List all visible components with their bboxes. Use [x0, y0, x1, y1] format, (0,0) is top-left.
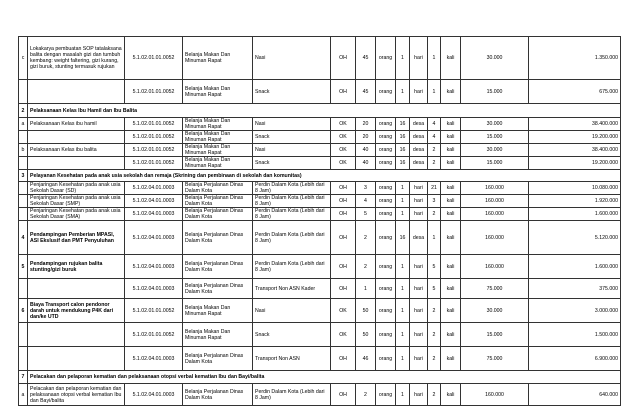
row-number: 4	[19, 221, 28, 255]
total-cell: 19.200.000	[529, 157, 621, 170]
unit-kali-cell: kali	[441, 255, 461, 279]
table-row	[19, 347, 621, 371]
section-title: Pelayanan Kesehatan pada anak usia sekolah dan remaja (Skrining dan pembinaan di sekolah dan komunitas)	[28, 170, 621, 182]
detail-cell: Perdin Dalam Kota (Lebih dari 8 Jam)	[253, 221, 331, 255]
row-number	[19, 182, 28, 195]
qty-persons-cell: 2	[356, 384, 376, 406]
total-cell: 1.350.000	[529, 37, 621, 80]
total-cell: 1.920.000	[529, 195, 621, 208]
unit-hari-cell: desa	[410, 144, 428, 157]
activity-cell: Lokakarya pembuatan SOP tatalaksana balita dengan masalah gizi dan tumbuh kembang: weight faltering, gizi kurang, gizi buruk, stunting termasuk rujukan	[28, 37, 125, 80]
section-number: 7	[19, 371, 28, 384]
qty-persons-cell: 2	[356, 221, 376, 255]
account-code-cell: 5.1.02.01.01.0052	[125, 80, 183, 104]
qty-cell: 16	[396, 157, 410, 170]
unit-orang-cell: orang	[376, 157, 396, 170]
qty-persons-cell: 20	[356, 131, 376, 144]
qty-cell: 1	[396, 299, 410, 323]
unit-kali-cell: kali	[441, 182, 461, 195]
table-row	[19, 279, 621, 299]
account-name-cell: Belanja Makan Dan Minuman Rapat	[183, 323, 253, 347]
detail-cell: Perdin Dalam Kota (Lebih dari 8 Jam)	[253, 208, 331, 221]
qty-cell: 1	[396, 384, 410, 406]
account-code-cell: 5.1.02.04.01.0003	[125, 347, 183, 371]
qty-cell: 1	[396, 195, 410, 208]
row-number	[19, 157, 28, 170]
unit-kali-cell: kali	[441, 299, 461, 323]
unit-orang-cell: orang	[376, 182, 396, 195]
unit-hari-cell: hari	[410, 384, 428, 406]
account-name-cell: Belanja Makan Dan Minuman Rapat	[183, 37, 253, 80]
qty-persons-cell: 4	[356, 195, 376, 208]
unit-hari-cell: desa	[410, 131, 428, 144]
table-row	[19, 384, 621, 406]
unit-hari-cell: hari	[410, 195, 428, 208]
account-code-cell: 5.1.02.04.01.0003	[125, 279, 183, 299]
unit-hari-cell: hari	[410, 323, 428, 347]
unit-price-cell: 160.000	[461, 221, 529, 255]
section-row	[19, 170, 621, 182]
account-code-cell: 5.1.02.04.01.0003	[125, 221, 183, 255]
account-name-cell: Belanja Perjalanan Dinas Dalam Kota	[183, 208, 253, 221]
activity-cell: Pelaksanaan Kelas ibu balita	[28, 144, 125, 157]
unit-oh-cell: OH	[331, 182, 356, 195]
qty-cell: 1	[396, 255, 410, 279]
detail-cell: Snack	[253, 323, 331, 347]
qty-times-cell: 2	[428, 208, 441, 221]
unit-orang-cell: orang	[376, 255, 396, 279]
qty-persons-cell: 2	[356, 255, 376, 279]
unit-orang-cell: orang	[376, 299, 396, 323]
unit-kali-cell: kali	[441, 37, 461, 80]
table-row	[19, 37, 621, 80]
unit-hari-cell: hari	[410, 208, 428, 221]
budget-sheet	[18, 36, 620, 406]
unit-price-cell: 30.000	[461, 299, 529, 323]
unit-price-cell: 15.000	[461, 80, 529, 104]
account-code-cell: 5.1.02.01.01.0052	[125, 118, 183, 131]
unit-kali-cell: kali	[441, 221, 461, 255]
total-cell: 1.600.000	[529, 208, 621, 221]
total-cell: 6.900.000	[529, 347, 621, 371]
detail-cell: Transport Non ASN Kader	[253, 279, 331, 299]
qty-cell: 16	[396, 118, 410, 131]
qty-times-cell: 2	[428, 299, 441, 323]
account-code-cell: 5.1.02.01.01.0052	[125, 157, 183, 170]
total-cell: 38.400.000	[529, 118, 621, 131]
unit-orang-cell: orang	[376, 347, 396, 371]
account-code-cell: 5.1.02.01.01.0052	[125, 323, 183, 347]
unit-orang-cell: orang	[376, 37, 396, 80]
unit-oh-cell: OH	[331, 279, 356, 299]
account-code-cell: 5.1.02.01.01.0052	[125, 131, 183, 144]
row-number	[19, 195, 28, 208]
table-row	[19, 144, 621, 157]
account-code-cell: 5.1.02.04.01.0003	[125, 195, 183, 208]
section-row	[19, 104, 621, 118]
unit-kali-cell: kali	[441, 279, 461, 299]
qty-persons-cell: 50	[356, 323, 376, 347]
unit-price-cell: 15.000	[461, 157, 529, 170]
activity-cell: Penjaringan Kesehatan pada anak usia Sekolah Dasar (SD)	[28, 182, 125, 195]
unit-kali-cell: kali	[441, 323, 461, 347]
detail-cell: Nasi	[253, 299, 331, 323]
activity-cell: Penjaringan Kesehatan pada anak usia Sekolah Dasar (SMA)	[28, 208, 125, 221]
qty-persons-cell: 5	[356, 208, 376, 221]
unit-oh-cell: OK	[331, 118, 356, 131]
qty-cell: 16	[396, 221, 410, 255]
row-number	[19, 80, 28, 104]
qty-times-cell: 2	[428, 144, 441, 157]
unit-hari-cell: hari	[410, 37, 428, 80]
table-row	[19, 182, 621, 195]
detail-cell: Perdin Dalam Kota (Lebih dari 8 Jam)	[253, 182, 331, 195]
qty-cell: 1	[396, 208, 410, 221]
unit-price-cell: 160.000	[461, 384, 529, 406]
row-number	[19, 347, 28, 371]
unit-price-cell: 30.000	[461, 118, 529, 131]
unit-price-cell: 160.000	[461, 195, 529, 208]
unit-oh-cell: OH	[331, 255, 356, 279]
unit-oh-cell: OH	[331, 221, 356, 255]
account-name-cell: Belanja Perjalanan Dinas Dalam Kota	[183, 347, 253, 371]
unit-orang-cell: orang	[376, 208, 396, 221]
detail-cell: Perdin Dalam Kota (Lebih dari 8 Jam)	[253, 195, 331, 208]
table-row	[19, 299, 621, 323]
qty-times-cell: 2	[428, 323, 441, 347]
unit-price-cell: 160.000	[461, 182, 529, 195]
qty-persons-cell: 1	[356, 279, 376, 299]
activity-cell	[28, 279, 125, 299]
unit-oh-cell: OK	[331, 299, 356, 323]
account-name-cell: Belanja Perjalanan Dinas Dalam Kota	[183, 384, 253, 406]
total-cell: 640.000	[529, 384, 621, 406]
unit-hari-cell: hari	[410, 80, 428, 104]
qty-times-cell: 1	[428, 37, 441, 80]
unit-kali-cell: kali	[441, 131, 461, 144]
unit-oh-cell: OK	[331, 131, 356, 144]
total-cell: 38.400.000	[529, 144, 621, 157]
qty-times-cell: 2	[428, 384, 441, 406]
qty-persons-cell: 40	[356, 157, 376, 170]
unit-price-cell: 30.000	[461, 37, 529, 80]
unit-price-cell: 160.000	[461, 208, 529, 221]
qty-persons-cell: 3	[356, 182, 376, 195]
detail-cell: Perdin Dalam Kota (Lebih dari 8 Jam)	[253, 384, 331, 406]
unit-hari-cell: hari	[410, 182, 428, 195]
qty-times-cell: 1	[428, 221, 441, 255]
unit-kali-cell: kali	[441, 157, 461, 170]
qty-times-cell: 21	[428, 182, 441, 195]
activity-cell	[28, 131, 125, 144]
unit-oh-cell: OH	[331, 80, 356, 104]
unit-kali-cell: kali	[441, 208, 461, 221]
unit-oh-cell: OH	[331, 384, 356, 406]
detail-cell: Perdin Dalam Kota (Lebih dari 8 Jam)	[253, 255, 331, 279]
total-cell: 3.000.000	[529, 299, 621, 323]
qty-persons-cell: 40	[356, 144, 376, 157]
activity-cell	[28, 157, 125, 170]
unit-hari-cell: hari	[410, 279, 428, 299]
qty-times-cell: 2	[428, 347, 441, 371]
account-code-cell: 5.1.02.04.01.0003	[125, 208, 183, 221]
unit-orang-cell: orang	[376, 279, 396, 299]
section-title: Pelaksanaan Kelas Ibu Hamil dan Ibu Balita	[28, 104, 621, 118]
table-row	[19, 323, 621, 347]
activity-cell: Pelacakan dan pelaporan kematian dan pelaksanaan otopsi verbal kematian Ibu dan Bayi/balita	[28, 384, 125, 406]
activity-cell: Biaya Transport calon pendonor darah untuk mendukung P4K dari dan/ke UTD	[28, 299, 125, 323]
qty-cell: 16	[396, 144, 410, 157]
detail-cell: Nasi	[253, 37, 331, 80]
qty-cell: 1	[396, 347, 410, 371]
unit-kali-cell: kali	[441, 144, 461, 157]
unit-hari-cell: desa	[410, 157, 428, 170]
total-cell: 675.000	[529, 80, 621, 104]
total-cell: 19.200.000	[529, 131, 621, 144]
table-row	[19, 118, 621, 131]
qty-cell: 1	[396, 182, 410, 195]
row-number: c	[19, 37, 28, 80]
unit-hari-cell: hari	[410, 347, 428, 371]
account-name-cell: Belanja Makan Dan Minuman Rapat	[183, 157, 253, 170]
activity-cell	[28, 323, 125, 347]
qty-persons-cell: 20	[356, 118, 376, 131]
unit-price-cell: 75.000	[461, 347, 529, 371]
table-row	[19, 80, 621, 104]
unit-orang-cell: orang	[376, 195, 396, 208]
row-number: b	[19, 144, 28, 157]
account-code-cell: 5.1.02.01.01.0052	[125, 144, 183, 157]
total-cell: 5.120.000	[529, 221, 621, 255]
account-name-cell: Belanja Perjalanan Dinas Dalam Kota	[183, 195, 253, 208]
unit-oh-cell: OK	[331, 157, 356, 170]
qty-persons-cell: 50	[356, 299, 376, 323]
unit-price-cell: 75.000	[461, 279, 529, 299]
unit-price-cell: 15.000	[461, 131, 529, 144]
unit-kali-cell: kali	[441, 347, 461, 371]
table-row	[19, 221, 621, 255]
qty-cell: 1	[396, 279, 410, 299]
unit-oh-cell: OH	[331, 347, 356, 371]
unit-kali-cell: kali	[441, 195, 461, 208]
account-code-cell: 5.1.02.04.01.0003	[125, 384, 183, 406]
unit-orang-cell: orang	[376, 80, 396, 104]
unit-oh-cell: OH	[331, 37, 356, 80]
unit-hari-cell: hari	[410, 299, 428, 323]
unit-orang-cell: orang	[376, 384, 396, 406]
detail-cell: Snack	[253, 80, 331, 104]
activity-cell	[28, 347, 125, 371]
account-name-cell: Belanja Makan Dan Minuman Rapat	[183, 131, 253, 144]
unit-orang-cell: orang	[376, 323, 396, 347]
detail-cell: Snack	[253, 131, 331, 144]
unit-hari-cell: hari	[410, 255, 428, 279]
unit-oh-cell: OH	[331, 208, 356, 221]
qty-times-cell: 2	[428, 157, 441, 170]
account-name-cell: Belanja Makan Dan Minuman Rapat	[183, 118, 253, 131]
total-cell: 10.080.000	[529, 182, 621, 195]
total-cell: 375.000	[529, 279, 621, 299]
row-number	[19, 131, 28, 144]
qty-times-cell: 5	[428, 279, 441, 299]
unit-kali-cell: kali	[441, 80, 461, 104]
section-number: 2	[19, 104, 28, 118]
budget-table	[18, 36, 621, 406]
row-number: 5	[19, 255, 28, 279]
qty-cell: 16	[396, 131, 410, 144]
unit-orang-cell: orang	[376, 118, 396, 131]
activity-cell: Pendampingan Pemberian MPASI, ASI Ekslusif dan PMT Penyuluhan	[28, 221, 125, 255]
unit-orang-cell: orang	[376, 144, 396, 157]
table-row	[19, 195, 621, 208]
account-name-cell: Belanja Perjalanan Dinas Dalam Kota	[183, 182, 253, 195]
qty-cell: 1	[396, 323, 410, 347]
row-number	[19, 279, 28, 299]
table-row	[19, 208, 621, 221]
account-code-cell: 5.1.02.04.01.0003	[125, 182, 183, 195]
row-number: 6	[19, 299, 28, 323]
activity-cell: Pendampingan rujukan balita stunting/gizi buruk	[28, 255, 125, 279]
table-row	[19, 157, 621, 170]
qty-times-cell: 3	[428, 195, 441, 208]
detail-cell: Transport Non ASN	[253, 347, 331, 371]
qty-times-cell: 4	[428, 118, 441, 131]
detail-cell: Nasi	[253, 144, 331, 157]
row-number	[19, 208, 28, 221]
section-number: 3	[19, 170, 28, 182]
unit-kali-cell: kali	[441, 118, 461, 131]
row-number	[19, 323, 28, 347]
section-row	[19, 371, 621, 384]
detail-cell: Nasi	[253, 118, 331, 131]
unit-kali-cell: kali	[441, 384, 461, 406]
section-title: Pelacakan dan pelaporan kematian dan pelaksanaan otopsi verbal kematian Ibu dan Bayi/balita	[28, 371, 621, 384]
activity-cell	[28, 80, 125, 104]
account-name-cell: Belanja Perjalanan Dinas Dalam Kota	[183, 279, 253, 299]
budget-table-body	[19, 37, 621, 406]
qty-times-cell: 5	[428, 255, 441, 279]
unit-price-cell: 15.000	[461, 323, 529, 347]
account-code-cell: 5.1.02.01.01.0052	[125, 299, 183, 323]
qty-cell: 1	[396, 37, 410, 80]
qty-times-cell: 4	[428, 131, 441, 144]
account-code-cell: 5.1.02.04.01.0003	[125, 255, 183, 279]
unit-hari-cell: desa	[410, 221, 428, 255]
qty-cell: 1	[396, 80, 410, 104]
qty-persons-cell: 45	[356, 37, 376, 80]
detail-cell: Snack	[253, 157, 331, 170]
account-code-cell: 5.1.02.01.01.0052	[125, 37, 183, 80]
activity-cell: Penjaringan Kesehatan pada anak usia Sekolah Dasar (SMP)	[28, 195, 125, 208]
unit-orang-cell: orang	[376, 221, 396, 255]
row-number: a	[19, 384, 28, 406]
unit-price-cell: 160.000	[461, 255, 529, 279]
table-row	[19, 131, 621, 144]
total-cell: 1.600.000	[529, 255, 621, 279]
account-name-cell: Belanja Makan Dan Minuman Rapat	[183, 299, 253, 323]
unit-oh-cell: OK	[331, 144, 356, 157]
account-name-cell: Belanja Makan Dan Minuman Rapat	[183, 80, 253, 104]
account-name-cell: Belanja Perjalanan Dinas Dalam Kota	[183, 221, 253, 255]
qty-persons-cell: 46	[356, 347, 376, 371]
table-row	[19, 255, 621, 279]
account-name-cell: Belanja Perjalanan Dinas Dalam Kota	[183, 255, 253, 279]
unit-oh-cell: OH	[331, 195, 356, 208]
qty-persons-cell: 45	[356, 80, 376, 104]
total-cell: 1.500.000	[529, 323, 621, 347]
account-name-cell: Belanja Makan Dan Minuman Rapat	[183, 144, 253, 157]
qty-times-cell: 1	[428, 80, 441, 104]
unit-oh-cell: OK	[331, 323, 356, 347]
unit-price-cell: 30.000	[461, 144, 529, 157]
row-number: a	[19, 118, 28, 131]
activity-cell: Pelaksanaan Kelas ibu hamil	[28, 118, 125, 131]
unit-orang-cell: orang	[376, 131, 396, 144]
unit-hari-cell: desa	[410, 118, 428, 131]
